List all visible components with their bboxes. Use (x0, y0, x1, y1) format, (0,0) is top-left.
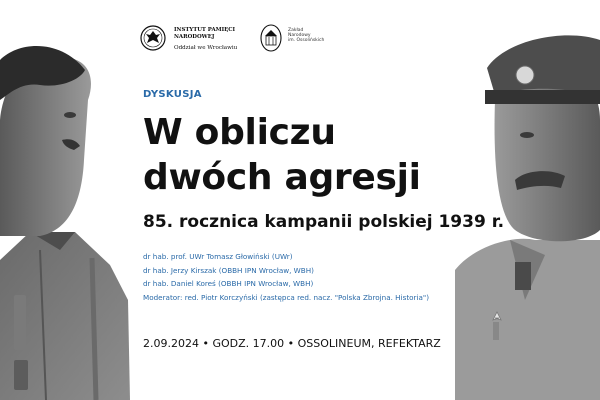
ossolineum-logo (260, 22, 370, 62)
speaker-item: dr hab. Jerzy Kirszak (OBBH IPN Wrocław, WBH) (143, 265, 314, 275)
ipn-name-line1: INSTYTUT PAMIĘCI (174, 27, 236, 33)
speakers-list (143, 250, 314, 291)
speaker-item: dr hab. Daniel Koreś (OBBH IPN Wrocław, WBH) (143, 279, 314, 288)
right-portrait-image (455, 0, 600, 400)
ossolineum-name-line1: Zakład (288, 28, 304, 33)
speaker-item: dr hab. prof. UWr Tomasz Głowiński (UWr) (143, 252, 293, 261)
event-title-line2: dwóch agresji (143, 157, 421, 198)
left-portrait-image (0, 0, 130, 400)
event-category: DYSKUSJA (143, 89, 202, 100)
event-date-place: 2.09.2024 • GODZ. 17.00 • OSSOLINEUM, REFEKTARZ (143, 337, 441, 350)
ipn-name-line2: NARODOWEJ (174, 34, 215, 40)
event-title-line1: W obliczu (143, 112, 336, 153)
ipn-logo (140, 22, 260, 62)
ipn-eagle-emblem-icon (140, 24, 166, 52)
ossolineum-name-line2: Narodowy (288, 33, 311, 38)
event-subtitle: 85. rocznica kampanii polskiej 1939 r. (143, 212, 505, 232)
moderator-line: Moderator: red. Piotr Korczyński (zastępca red. nacz. "Polska Zbrojna. Historia") (143, 293, 429, 302)
ossolineum-building-emblem-icon (260, 24, 282, 52)
ipn-branch-name: Oddział we Wrocławiu (174, 45, 238, 51)
ossolineum-name-line3: im. Ossolińskich (288, 38, 325, 43)
